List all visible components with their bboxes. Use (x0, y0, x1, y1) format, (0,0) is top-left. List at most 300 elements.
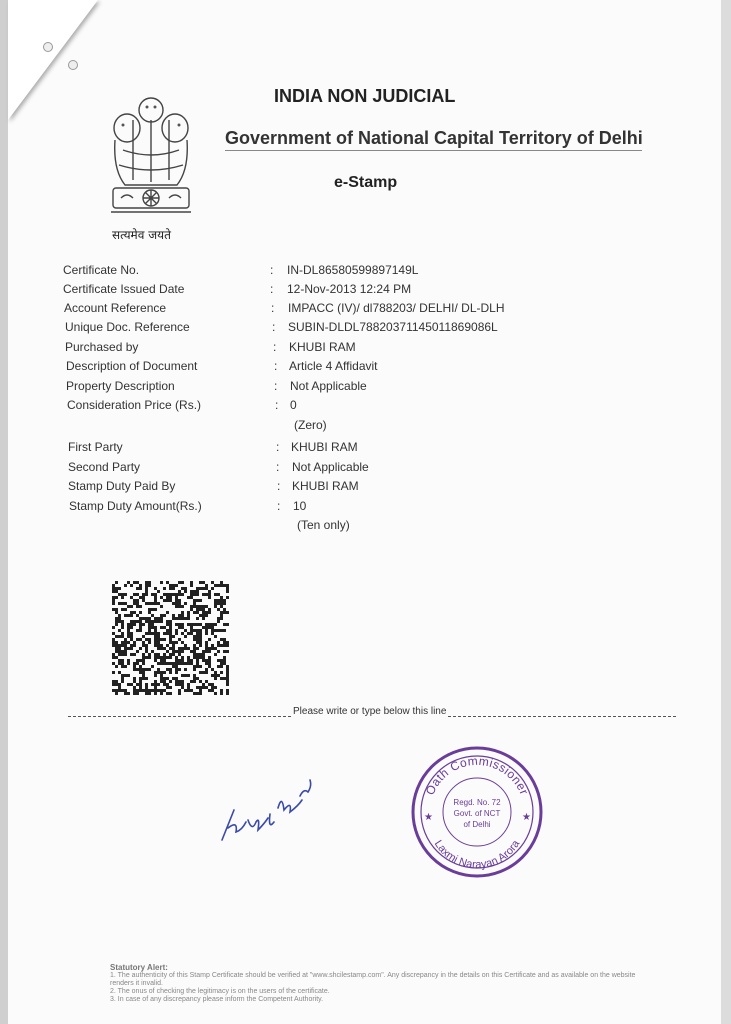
qr-module (178, 638, 181, 641)
field-value: 0 (290, 398, 297, 412)
seal-star-icon: ★ (522, 812, 531, 823)
field-value: KHUBI RAM (292, 479, 359, 493)
amount-words: (Ten only) (297, 518, 350, 532)
qr-module (169, 671, 172, 674)
qr-module (193, 653, 196, 656)
qr-module (139, 665, 142, 668)
qr-module (160, 644, 163, 647)
qr-module (118, 683, 121, 686)
qr-module (217, 629, 220, 632)
qr-module (190, 608, 193, 611)
qr-module (175, 671, 178, 674)
field-label: Description of Document (66, 359, 198, 373)
qr-module (220, 602, 223, 605)
qr-module (112, 638, 115, 641)
qr-module (169, 623, 172, 626)
qr-module (148, 638, 151, 641)
qr-module (133, 641, 136, 644)
qr-module (199, 653, 202, 656)
qr-module (220, 689, 223, 692)
qr-module (133, 593, 136, 596)
qr-module (175, 602, 178, 605)
qr-module (112, 608, 115, 611)
qr-module (151, 650, 154, 653)
qr-module (184, 662, 187, 665)
qr-module (175, 623, 178, 626)
qr-module (220, 638, 223, 641)
qr-module (157, 590, 160, 593)
qr-module (112, 590, 115, 593)
qr-module (118, 653, 121, 656)
qr-module (139, 629, 142, 632)
qr-module (169, 596, 172, 599)
qr-module (139, 623, 142, 626)
qr-module (196, 608, 199, 611)
qr-module (199, 638, 202, 641)
qr-module (208, 590, 211, 593)
field-value: IMPACC (IV)/ dl788203/ DELHI/ DL-DLH (288, 301, 505, 315)
qr-module (133, 602, 136, 605)
qr-module (115, 608, 118, 611)
qr-module (121, 632, 124, 635)
qr-module (121, 689, 124, 692)
qr-module (226, 644, 229, 647)
qr-module (166, 581, 169, 584)
qr-module (121, 677, 124, 680)
qr-module (175, 596, 178, 599)
qr-module (190, 605, 193, 608)
field-separator: : (276, 460, 280, 474)
qr-module (133, 653, 136, 656)
alert-line: 2. The onus of checking the legitimacy is on the users of the certificate. (110, 988, 330, 995)
qr-module (181, 587, 184, 590)
qr-module (133, 623, 136, 626)
qr-module (163, 689, 166, 692)
qr-module (124, 674, 127, 677)
government-name: Government of National Capital Territory of Delhi (225, 128, 643, 148)
qr-module (217, 584, 220, 587)
qr-module (154, 620, 157, 623)
qr-module (154, 635, 157, 638)
qr-module (205, 659, 208, 662)
qr-module (220, 662, 223, 665)
qr-module (190, 632, 193, 635)
qr-module (133, 680, 136, 683)
qr-module (175, 617, 178, 620)
qr-module (139, 671, 142, 674)
qr-module (208, 659, 211, 662)
qr-module (136, 599, 139, 602)
qr-module (181, 674, 184, 677)
qr-module (220, 644, 223, 647)
qr-module (223, 623, 226, 626)
qr-module (193, 644, 196, 647)
qr-module (166, 662, 169, 665)
seal-line-1: Regd. No. 72 (453, 798, 501, 807)
qr-module (187, 647, 190, 650)
qr-module (202, 683, 205, 686)
field-label: Stamp Duty Amount(Rs.) (69, 499, 202, 513)
qr-module (115, 689, 118, 692)
qr-module (175, 683, 178, 686)
qr-module (196, 629, 199, 632)
qr-module (142, 596, 145, 599)
qr-module (190, 659, 193, 662)
qr-module (139, 677, 142, 680)
qr-module (214, 623, 217, 626)
qr-module (190, 650, 193, 653)
qr-module (202, 593, 205, 596)
qr-module (112, 584, 115, 587)
qr-module (118, 659, 121, 662)
qr-module (121, 641, 124, 644)
qr-module (205, 641, 208, 644)
qr-module (115, 611, 118, 614)
qr-module (220, 617, 223, 620)
field-value: KHUBI RAM (291, 440, 358, 454)
qr-module (142, 617, 145, 620)
consideration-words: (Zero) (294, 418, 327, 432)
qr-module (196, 686, 199, 689)
qr-module (178, 617, 181, 620)
qr-module (226, 677, 229, 680)
qr-module (184, 590, 187, 593)
qr-module (208, 647, 211, 650)
qr-module (121, 620, 124, 623)
qr-module (145, 677, 148, 680)
qr-module (133, 689, 136, 692)
qr-module (136, 620, 139, 623)
qr-module (130, 632, 133, 635)
qr-module (160, 662, 163, 665)
field-label: Consideration Price (Rs.) (67, 398, 202, 412)
qr-module (187, 689, 190, 692)
qr-module (154, 656, 157, 659)
qr-module (118, 647, 121, 650)
qr-module (118, 686, 121, 689)
qr-module (139, 584, 142, 587)
field-label: Account Reference (64, 301, 167, 315)
qr-module (211, 683, 214, 686)
qr-module (121, 593, 124, 596)
qr-module (205, 629, 208, 632)
qr-module (211, 647, 214, 650)
qr-module (115, 596, 118, 599)
qr-module (163, 662, 166, 665)
qr-module (130, 596, 133, 599)
qr-module (175, 593, 178, 596)
qr-module (136, 614, 139, 617)
qr-module (169, 656, 172, 659)
qr-module (157, 671, 160, 674)
qr-module (157, 644, 160, 647)
qr-module (211, 644, 214, 647)
qr-module (190, 590, 193, 593)
qr-module (154, 680, 157, 683)
qr-module (226, 689, 229, 692)
qr-module (193, 650, 196, 653)
qr-module (187, 617, 190, 620)
qr-module (169, 593, 172, 596)
field-separator: : (275, 398, 279, 412)
qr-module (226, 623, 229, 626)
qr-module (133, 677, 136, 680)
qr-module (169, 635, 172, 638)
qr-module (154, 659, 157, 662)
qr-module (166, 668, 169, 671)
qr-module (208, 623, 211, 626)
qr-module (160, 581, 163, 584)
qr-module (163, 632, 166, 635)
qr-module (178, 614, 181, 617)
field-label: Unique Doc. Reference (65, 320, 190, 334)
qr-module (139, 668, 142, 671)
qr-module (175, 662, 178, 665)
qr-module (226, 596, 229, 599)
qr-module (181, 617, 184, 620)
qr-module (157, 656, 160, 659)
qr-module (193, 629, 196, 632)
qr-module (130, 635, 133, 638)
field-separator: : (276, 440, 280, 454)
qr-module (163, 671, 166, 674)
qr-module (202, 608, 205, 611)
qr-module (133, 644, 136, 647)
qr-module (214, 584, 217, 587)
qr-module (217, 602, 220, 605)
qr-module (118, 614, 121, 617)
qr-module (199, 587, 202, 590)
qr-module (220, 596, 223, 599)
qr-module (175, 656, 178, 659)
field-value: 10 (293, 499, 307, 513)
qr-module (202, 650, 205, 653)
field-separator: : (274, 359, 278, 373)
qr-module (136, 659, 139, 662)
qr-module (187, 611, 190, 614)
qr-module (166, 644, 169, 647)
qr-module (220, 629, 223, 632)
qr-module (148, 692, 151, 695)
qr-module (118, 671, 121, 674)
qr-module (130, 683, 133, 686)
qr-module (142, 599, 145, 602)
qr-module (133, 662, 136, 665)
qr-module (190, 623, 193, 626)
qr-module (154, 608, 157, 611)
qr-module (214, 599, 217, 602)
qr-module (223, 608, 226, 611)
qr-module (112, 653, 115, 656)
qr-module (217, 674, 220, 677)
qr-module (187, 614, 190, 617)
qr-module (214, 647, 217, 650)
qr-module (124, 692, 127, 695)
qr-module (178, 689, 181, 692)
qr-module (148, 653, 151, 656)
qr-module (133, 665, 136, 668)
folded-corner (8, 0, 98, 120)
qr-module (160, 659, 163, 662)
qr-module (205, 611, 208, 614)
qr-module (217, 665, 220, 668)
qr-module (193, 674, 196, 677)
qr-module (217, 650, 220, 653)
qr-code[interactable] (112, 581, 229, 696)
qr-module (223, 602, 226, 605)
qr-module (166, 599, 169, 602)
qr-module (175, 650, 178, 653)
qr-module (193, 635, 196, 638)
qr-module (208, 596, 211, 599)
qr-module (145, 584, 148, 587)
qr-module (193, 623, 196, 626)
qr-module (115, 587, 118, 590)
qr-module (190, 584, 193, 587)
qr-module (151, 689, 154, 692)
qr-module (196, 677, 199, 680)
qr-module (172, 635, 175, 638)
qr-module (169, 668, 172, 671)
motto: सत्यमेव जयते (112, 228, 171, 242)
field-label: Purchased by (65, 340, 139, 354)
qr-module (148, 620, 151, 623)
field-label: Stamp Duty Paid By (68, 479, 176, 493)
qr-module (118, 629, 121, 632)
qr-module (145, 638, 148, 641)
qr-module (220, 605, 223, 608)
qr-module (136, 605, 139, 608)
qr-module (175, 680, 178, 683)
qr-module (160, 671, 163, 674)
qr-module (160, 674, 163, 677)
qr-module (223, 650, 226, 653)
qr-module (139, 647, 142, 650)
qr-module (130, 614, 133, 617)
field-value: Article 4 Affidavit (289, 359, 378, 373)
qr-module (211, 581, 214, 584)
qr-module (199, 632, 202, 635)
qr-module (169, 620, 172, 623)
qr-module (205, 593, 208, 596)
qr-module (139, 680, 142, 683)
qr-module (202, 581, 205, 584)
qr-module (175, 668, 178, 671)
qr-module (208, 593, 211, 596)
qr-module (127, 692, 130, 695)
qr-module (157, 647, 160, 650)
qr-module (115, 680, 118, 683)
qr-module (223, 584, 226, 587)
qr-module (130, 623, 133, 626)
qr-module (136, 593, 139, 596)
qr-module (178, 683, 181, 686)
qr-module (199, 644, 202, 647)
qr-module (178, 692, 181, 695)
qr-module (166, 596, 169, 599)
qr-module (121, 659, 124, 662)
qr-module (124, 584, 127, 587)
seal-line-2: Govt. of NCT (453, 809, 501, 818)
qr-module (169, 653, 172, 656)
qr-module (193, 611, 196, 614)
qr-module (223, 599, 226, 602)
scan-edge (0, 0, 8, 1024)
qr-module (196, 611, 199, 614)
qr-module (196, 659, 199, 662)
qr-module (166, 611, 169, 614)
qr-module (199, 665, 202, 668)
qr-module (181, 593, 184, 596)
qr-module (187, 683, 190, 686)
qr-module (184, 674, 187, 677)
qr-module (178, 581, 181, 584)
qr-module (142, 668, 145, 671)
qr-module (136, 662, 139, 665)
qr-module (181, 662, 184, 665)
qr-module (211, 626, 214, 629)
qr-module (151, 665, 154, 668)
qr-module (130, 611, 133, 614)
qr-module (178, 650, 181, 653)
qr-module (211, 674, 214, 677)
qr-module (199, 581, 202, 584)
qr-module (226, 665, 229, 668)
qr-module (148, 626, 151, 629)
qr-module (160, 677, 163, 680)
qr-module (223, 656, 226, 659)
qr-module (121, 626, 124, 629)
qr-module (118, 620, 121, 623)
qr-module (154, 599, 157, 602)
qr-module (175, 641, 178, 644)
qr-module (163, 659, 166, 662)
field-label: Certificate No. (63, 263, 140, 277)
qr-module (169, 692, 172, 695)
qr-module (154, 638, 157, 641)
qr-module (199, 608, 202, 611)
qr-module (214, 692, 217, 695)
qr-module (223, 677, 226, 680)
qr-module (217, 599, 220, 602)
qr-module (214, 593, 217, 596)
qr-module (127, 629, 130, 632)
field-value: KHUBI RAM (289, 340, 356, 354)
qr-module (196, 587, 199, 590)
qr-module (175, 677, 178, 680)
qr-module (145, 692, 148, 695)
qr-module (166, 629, 169, 632)
qr-module (208, 638, 211, 641)
qr-module (115, 647, 118, 650)
qr-module (157, 662, 160, 665)
qr-module (181, 605, 184, 608)
qr-module (181, 680, 184, 683)
qr-module (112, 626, 115, 629)
qr-module (220, 677, 223, 680)
qr-module (223, 641, 226, 644)
qr-module (223, 629, 226, 632)
qr-module (202, 614, 205, 617)
qr-module (193, 665, 196, 668)
qr-module (112, 656, 115, 659)
qr-module (178, 662, 181, 665)
qr-module (199, 599, 202, 602)
qr-module (142, 635, 145, 638)
qr-module (154, 632, 157, 635)
qr-module (202, 617, 205, 620)
qr-module (124, 644, 127, 647)
